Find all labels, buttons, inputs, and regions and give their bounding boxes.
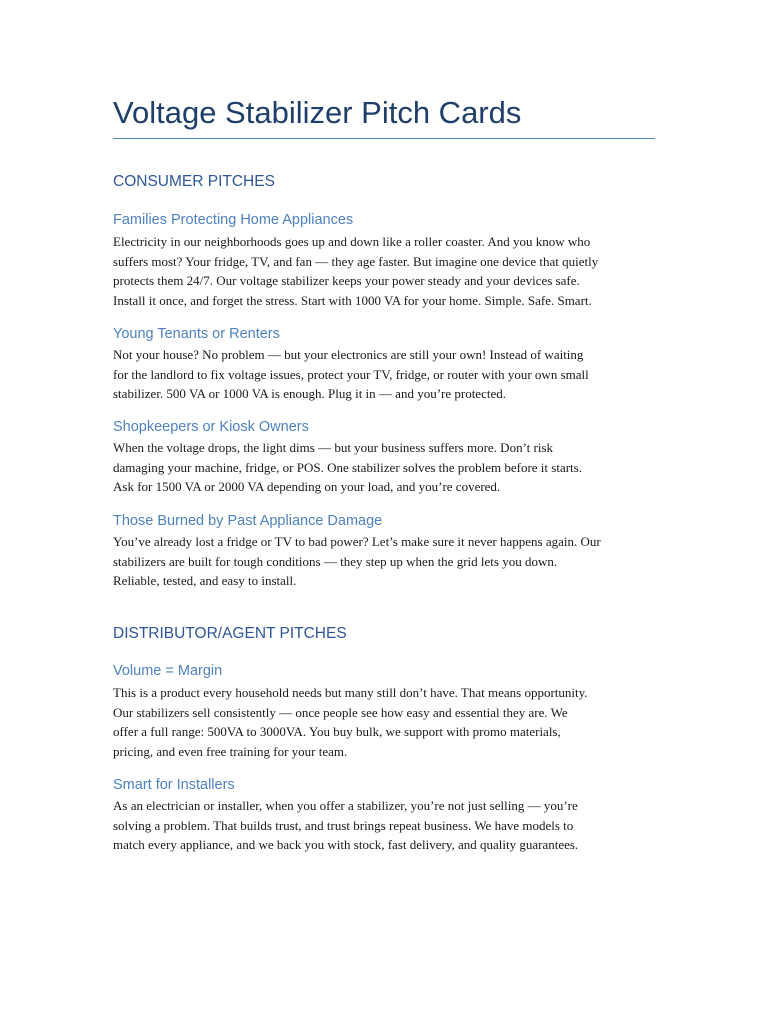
paragraph-line: You’ve already lost a fridge or TV to bad power? Let’s make sure it never happens again. Our	[113, 534, 601, 549]
paragraph-line: stabilizer. 500 VA or 1000 VA is enough. Plug it in — and you’re protected.	[113, 386, 506, 401]
paragraph-line: for the landlord to fix voltage issues, protect your TV, fridge, or router with your own small	[113, 366, 589, 382]
paragraph-line: Electricity in our neighborhoods goes up and down like a roller coaster. And you know who	[113, 234, 591, 249]
paragraph-line: Our stabilizers sell consistently — once people see how easy and essential they are. We	[113, 704, 568, 720]
title-underline	[113, 138, 655, 139]
pitch-body-installers	[113, 796, 661, 855]
paragraph-line: Ask for 1500 VA or 2000 VA depending on your load, and you’re covered.	[113, 479, 501, 494]
paragraph-line: Reliable, tested, and easy to install.	[113, 573, 297, 588]
pitch-heading-installers: Smart for Installers	[113, 777, 235, 793]
paragraph-line: Install it once, and forget the stress. Start with 1000 VA for your home. Simple. Safe. Smart.	[113, 292, 592, 308]
section-heading-consumer: CONSUMER PITCHES	[113, 173, 275, 190]
paragraph-line: match every appliance, and we back you with stock, fast delivery, and quality guarantees.	[113, 837, 579, 852]
pitch-body-volume	[113, 683, 661, 761]
paragraph-line: stabilizers are built for tough conditions — they step up when the grid lets you down.	[113, 553, 558, 569]
paragraph-line: As an electrician or installer, when you offer a stabilizer, you’re not just selling — you’re	[113, 798, 578, 813]
pitch-heading-families: Families Protecting Home Appliances	[113, 212, 354, 228]
document-title: Voltage Stabilizer Pitch Cards	[113, 95, 522, 130]
pitch-heading-renters: Young Tenants or Renters	[113, 326, 280, 342]
paragraph-line: suffers most? Your fridge, TV, and fan — they age faster. But imagine one device that quietly	[113, 253, 599, 269]
paragraph-line: offer a full range: 500VA to 3000VA. You buy bulk, we support with promo materials,	[113, 724, 561, 739]
paragraph-line: This is a product every household needs but many still don’t have. That means opportunity.	[113, 685, 588, 700]
pitch-body-renters	[113, 345, 661, 404]
pitch-heading-past-damage: Those Burned by Past Appliance Damage	[113, 513, 383, 529]
pitch-heading-volume: Volume = Margin	[113, 663, 223, 679]
pitch-body-past-damage	[113, 532, 661, 591]
paragraph-line: solving a problem. That builds trust, and trust brings repeat business. We have models to	[113, 817, 574, 833]
paragraph-line: pricing, and even free training for your team.	[113, 743, 348, 759]
pitch-body-shopkeepers	[113, 438, 661, 497]
paragraph-line: protects them 24/7. Our voltage stabilizer keeps your power steady and your devices safe.	[113, 273, 580, 288]
pitch-heading-shopkeepers: Shopkeepers or Kiosk Owners	[113, 419, 309, 435]
paragraph-line: When the voltage drops, the light dims — but your business suffers more. Don’t risk	[113, 440, 554, 455]
paragraph-line: Not your house? No problem — but your electronics are still your own! Instead of waiting	[113, 347, 584, 362]
pitch-body-families	[113, 232, 661, 310]
paragraph-line: damaging your machine, fridge, or POS. One stabilizer solves the problem before it starts.	[113, 459, 582, 475]
section-heading-distributor: DISTRIBUTOR/AGENT PITCHES	[113, 625, 347, 642]
